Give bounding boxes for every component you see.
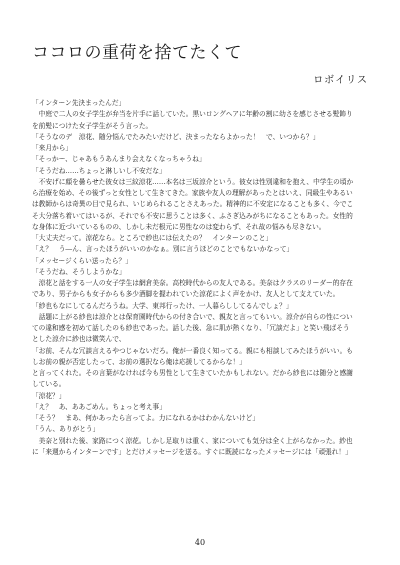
page-number: 40 <box>194 538 206 547</box>
text-line: とした涼介に紗也は微笑んで、 <box>32 335 126 344</box>
text-line: 涼花と話をする一人の女子学生は網倉美奈。高校時代からの友人である。美奈はクラスのリーダー的存在 <box>32 279 353 287</box>
story-title: ココロの重荷を捨てたくて <box>32 43 242 63</box>
text-line: 「来月から」 <box>32 144 73 152</box>
text-line: に「来週からインターンです」とだけメッセージを送る。すぐに既読になったメッセージには「頑張れ！」 <box>32 447 352 456</box>
text-line: している。 <box>32 380 66 389</box>
text-line: 「そうだね、そうしようかな」 <box>32 267 126 276</box>
text-line: そ大分落ち着いてはいるが、それでも不安に思うことは多く、ふさぎ込みがちになることもあった。女性的 <box>32 211 353 220</box>
story-body <box>32 98 372 458</box>
text-line: ての違和感を初めて話したのも紗也であった。話した後、急に肌が熱くなり、「冗談だよ」と笑い飛ばそう <box>32 324 350 332</box>
text-line: な身体に近づいているものの、しかし未だ根元に男性なのは変わらず、それ故の悩みも尽きない。 <box>32 222 326 231</box>
text-line: 不安げに顔を曇らせた彼女は三紋涼花……本名は三坂涼介という。彼女は性別違和を抱え、中学生の頃か <box>32 177 354 186</box>
text-line: 「そっかー、じゃあもうあんまり会えなくなっちゃうね」 <box>32 155 206 164</box>
text-line: は教師からは奇異の目で見られ、いじめられることさえあった。精神的に不安定になることも多く、今でこ <box>32 200 354 209</box>
text-line: 「お前、そんな冗談言えるやつじゃないだろ。俺が一番良く知ってる。親にも相談してみたほうがいい。も <box>32 346 353 355</box>
text-line: 美奈と別れた後、家路につく涼花。しかし足取りは重く、家についても気分は全く上がらなかった。紗也 <box>32 436 353 445</box>
text-line: 「紗也もなにしてるんだろうね。大学、東邦行ったけ、一人暮らししてるんでしょ？」 <box>32 301 293 310</box>
text-line: 「大丈夫だって。涼花なら。ところで紗也には伝えたの？ インターンのこと」 <box>32 234 273 242</box>
text-line: 話題に上がる紗也は涼介とは保育園時代からの付き合いで、親友と言ってもいい。涼介が自らの性につい <box>32 312 353 321</box>
text-line: ら治療を始め、その後ずっと女性として生きてきた。家族や友人の理解があったとはいえ、同級生やあるい <box>32 189 353 197</box>
text-line: 「え？ う―ん、言ったほうがいいのかなぁ。別に言うほどのことでもないかなって」 <box>32 245 294 254</box>
text-line: 「うん、ありがとう」 <box>32 425 100 434</box>
text-line: 「え？ あ、ああごめん。ちょっと考え事」 <box>32 402 166 411</box>
text-line: 中庭で二人の女子学生が弁当を片手に話していた。黒いロングヘアに年齢の割に幼さを感じさせる髪飾り <box>32 110 353 119</box>
text-line: 「そうだね……ちょっと淋しいし不安だな」 <box>32 166 166 175</box>
text-line: 「そう？ まあ、何かあったら言ってよ。力になれるかはわかんないけど」 <box>32 414 260 422</box>
text-line: 「メッセージくらい送ったら？」 <box>32 256 132 265</box>
text-line: 「涼花？」 <box>32 391 66 400</box>
author-name: ロボイリス <box>313 75 368 86</box>
text-line: しお前の親が否定したって、お前の選択なら俺は応援してるからな！」 <box>32 357 246 366</box>
text-line: であり、男子からも女子からも多少酒脚を握われていた涼花によく声をかけ、友人として支えていた。 <box>32 290 340 299</box>
text-line: 「インターン先決まったんだ」 <box>32 99 126 107</box>
text-line: 「そうなのデ 涼花、随分悩んでたみたいだけど、決まったならよかった！ で、いつから？」 <box>32 132 320 141</box>
text-line: を前髪につけた女子学生がそう言った。 <box>32 121 153 130</box>
text-line: と言ってくれた。その言葉がなければ今も男性として生きていたかもしれない。だから紗也には随分と感謝 <box>32 369 353 377</box>
